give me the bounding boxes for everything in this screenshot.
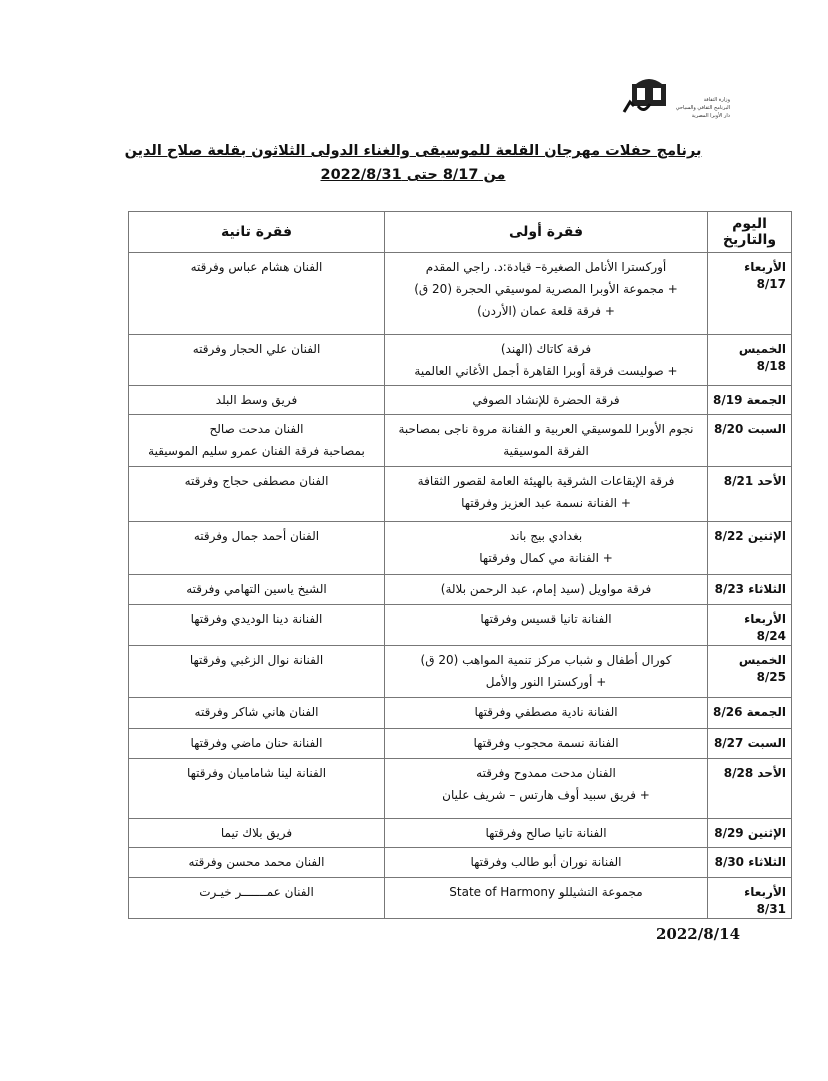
logo-line: وزارة الثقافة [703,97,730,103]
day-name: الأحد [757,766,786,780]
day-name: الثلاثاء [748,855,786,869]
first-part-cell [385,415,708,467]
day-date-cell [708,605,792,646]
second-part-cell [129,729,385,759]
day-date-cell [708,698,792,729]
table-row [129,646,792,698]
logo-text [675,96,730,120]
performer-line: الفنانة حنان ماضي وفرقتها [190,736,323,750]
day-name: الخميس [738,342,786,356]
performer-line: الفنانة دينا الوديدي وفرقتها [190,612,323,626]
performer-line: مجموعة التشيللو State of Harmony [449,885,643,899]
table-row [129,415,792,467]
second-part-cell [129,646,385,698]
day-name: الأحد [757,474,786,488]
day-date-cell [708,522,792,575]
date: 8/21 [723,474,754,488]
day-name: الإثنين [747,529,786,543]
day-name: السبت [747,736,786,750]
performer-line: الفنانة لينا شاماميان وفرقتها [186,766,327,780]
day-name: السبت [747,422,786,436]
day-name: الإثنين [747,826,786,840]
day-name: الأربعاء [744,260,786,274]
day-date-cell [708,415,792,467]
table-row [129,386,792,415]
day-date-cell [708,575,792,605]
performer-line: بمصاحبة فرقة الفنان عمرو سليم الموسيقية [148,444,365,458]
date: 8/26 [713,705,743,719]
first-part-cell [385,335,708,386]
first-part-cell [385,575,708,605]
day-name: الجمعة [746,705,786,719]
date: 8/31 [756,902,786,916]
day-date-cell [708,848,792,878]
first-part-cell [385,386,708,415]
day-date-cell [708,759,792,819]
second-part-cell [129,467,385,522]
first-part-cell [385,698,708,729]
performer-line: فرقة الحضرة للإنشاد الصوفي [472,393,620,407]
table-row [129,819,792,848]
table-row [129,605,792,646]
date: 8/28 [723,766,754,780]
second-part-cell [129,759,385,819]
day-date-cell [708,729,792,759]
performer-line: الفنان محمد محسن وفرقته [188,855,325,869]
date: 8/27 [713,736,744,750]
performer-line: كورال أطفال و شباب مركز تنمية المواهب (20 ق) [420,653,672,667]
day-date-cell [708,386,792,415]
first-part-cell [385,848,708,878]
day-name: الأربعاء [744,612,786,626]
second-part-cell [129,698,385,729]
performer-line: فرقة كاتاك (الهند) [500,342,592,356]
schedule-table [128,211,792,919]
performer-line: الشيخ ياسين التهامي وفرقته [186,582,327,596]
performer-line: الفنانة نسمة محجوب وفرقتها [473,736,619,750]
performer-line: + الفنانة مي كمال وفرقتها [479,551,613,565]
logo-line: دار الأوبرا المصرية [691,113,730,119]
table-row [129,575,792,605]
performer-line: الفنان أحمد جمال وفرقته [193,529,320,543]
table-row [129,729,792,759]
performer-line: الفنانة نوال الزغبي وفرقتها [189,653,324,667]
document-subtitle: من 8/17 حتى 2022/8/31 [320,167,506,183]
second-part-cell [129,605,385,646]
first-part-cell [385,467,708,522]
performer-line: فرقة مواويل (سيد إمام، عبد الرحمن بلالة) [440,582,652,596]
performer-line: + أوركسترا النور والأمل [485,675,607,689]
performer-line: بغدادي بيج باند [509,529,583,543]
table-row [129,759,792,819]
second-part-cell [129,415,385,467]
date: 8/22 [714,529,744,543]
table-row [129,253,792,335]
performer-line: الفنان مصطفى حجاج وفرقته [184,474,329,488]
header-day-date: اليوم والتاريخ [708,212,792,253]
day-name: الثلاثاء [748,582,786,596]
performer-line: فريق بلاك تيما [220,826,293,840]
second-part-cell [129,253,385,335]
date: 8/24 [756,629,786,643]
first-part-cell [385,878,708,919]
first-part-cell [385,759,708,819]
performer-line: أوركسترا الأنامل الصغيرة– قيادة:د. راجي المقدم [425,260,667,274]
day-date-cell [708,878,792,919]
day-date-cell [708,335,792,386]
first-part-cell [385,646,708,698]
first-part-cell [385,253,708,335]
performer-line: + فرقة قلعة عمان (الأردن) [477,304,615,318]
performer-line: فريق وسط البلد [215,393,298,407]
date: 8/30 [714,855,745,869]
date: 8/19 [713,393,743,407]
performer-line: + فريق سبيد أوف هارتس – شريف عليان [442,788,650,802]
performer-line: الفنانة نادية مصطفي وفرقتها [474,705,618,719]
performer-line: الفرقة الموسيقية [503,444,589,458]
logo-icon [618,76,682,120]
first-part-cell [385,522,708,575]
performer-line: + الفنانة نسمة عبد العزيز وفرقتها [461,496,631,510]
performer-line: + مجموعة الأوبرا المصرية لموسيقي الحجرة (20 ق) [414,282,678,296]
document-body [128,211,791,943]
table-row [129,698,792,729]
day-date-cell [708,253,792,335]
date: 8/20 [713,422,744,436]
day-name: الأربعاء [744,885,786,899]
performer-line: الفنان مدحت صالح [209,422,304,436]
second-part-cell [129,386,385,415]
day-name: الجمعة [746,393,786,407]
day-date-cell [708,646,792,698]
date: 8/18 [756,359,786,373]
document-title: برنامج حفلات مهرجان القلعة للموسيقى والغناء الدولى الثلاثون بقلعة صلاح الدين [124,143,702,159]
first-part-cell [385,729,708,759]
date: 8/29 [714,826,744,840]
performer-line: الفنانة تانيا صالح وفرقتها [485,826,607,840]
performer-line: الفنان علي الحجار وفرقته [192,342,321,356]
performer-line: الفنانة نوران أبو طالب وفرقتها [470,855,622,869]
second-part-cell [129,878,385,919]
performer-line: نجوم الأوبرا للموسيقي العربية و الفنانة مروة ناجى بمصاحبة [398,422,694,436]
first-part-cell [385,819,708,848]
table-row [129,335,792,386]
performer-line: + صوليست فرقة أوبرا القاهرة أجمل الأغاني العالمية [414,364,678,378]
first-part-cell [385,605,708,646]
second-part-cell [129,819,385,848]
day-name: الخميس [738,653,786,667]
header-second-part: فقرة تانية [129,212,385,253]
header-first-part: فقرة أولى [385,212,708,253]
day-date-cell [708,467,792,522]
table-row [129,848,792,878]
second-part-cell [129,522,385,575]
date: 8/25 [756,670,786,684]
table-row [129,878,792,919]
opera-house-logo [618,76,682,120]
table-row [129,467,792,522]
second-part-cell [129,335,385,386]
performer-line: فرقة الإيقاعات الشرقية بالهيئة العامة لقصور الثقافة [417,474,675,488]
performer-line: الفنانة تانيا قسيس وفرقتها [480,612,612,626]
second-part-cell [129,575,385,605]
date: 8/17 [756,277,786,291]
table-row [129,522,792,575]
day-date-cell [708,819,792,848]
second-part-cell [129,848,385,878]
document-date: 2022/8/14 [656,925,741,943]
performer-line: الفنان هاني شاكر وفرقته [194,705,319,719]
performer-line: الفنان مدحت ممدوح وفرقته [476,766,616,780]
logo-line: البرنامج الثقافي والسياحي [675,105,730,111]
date: 8/23 [714,582,745,596]
table-header-row [129,212,792,253]
performer-line: الفنان عمـــــــر خيـرت [199,885,314,899]
performer-line: الفنان هشام عباس وفرقته [190,260,323,274]
